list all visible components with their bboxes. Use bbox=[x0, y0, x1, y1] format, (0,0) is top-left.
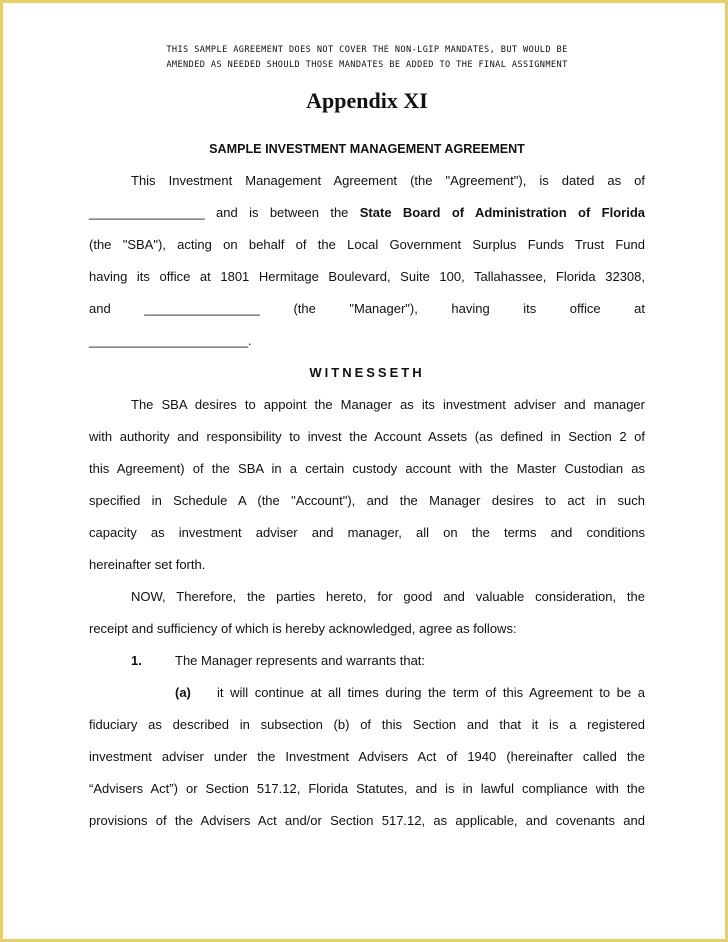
now-therefore-line-1: NOW, Therefore, the parties hereto, for good and valuable consideration, the bbox=[131, 589, 645, 604]
section-1-number: 1. bbox=[131, 653, 142, 668]
subsection-a-line-1: it will continue at all times during the term of this Agreement to be a bbox=[217, 685, 645, 700]
intro-line-6: ______________________. bbox=[89, 333, 252, 348]
agreement-title: SAMPLE INVESTMENT MANAGEMENT AGREEMENT bbox=[209, 142, 525, 156]
subsection-a-line-3: investment adviser under the Investment Advisers Act of 1940 (hereinafter called the bbox=[89, 749, 645, 764]
subsection-a-label: (a) bbox=[175, 685, 191, 700]
recital-line-3: this Agreement) of the SBA in a certain custody account with the Master Custodian as bbox=[89, 461, 645, 476]
appendix-title: Appendix XI bbox=[306, 88, 428, 113]
subsection-a-line-2: fiduciary as described in subsection (b) of this Section and that it is a registered bbox=[89, 717, 645, 732]
subsection-a-row bbox=[3, 683, 728, 703]
now-therefore-line-2: receipt and sufficiency of which is hereby acknowledged, agree as follows: bbox=[89, 621, 517, 636]
recital-line-4: specified in Schedule A (the "Account"), and the Manager desires to act in such bbox=[89, 493, 645, 508]
intro-line-2 bbox=[89, 203, 645, 223]
recital-line-2: with authority and responsibility to invest the Account Assets (as defined in Section 2 of bbox=[89, 429, 645, 444]
intro-between-text: and is between the bbox=[204, 205, 360, 220]
section-1-row bbox=[3, 651, 728, 671]
section-1-text: The Manager represents and warrants that: bbox=[175, 653, 426, 668]
intro-line-4: having its office at 1801 Hermitage Boulevard, Suite 100, Tallahassee, Florida 32308, bbox=[89, 269, 645, 284]
intro-line-3: (the "SBA"), acting on behalf of the Local Government Surplus Funds Trust Fund bbox=[89, 237, 645, 252]
intro-line-5: and ________________ (the "Manager"), having its office at bbox=[89, 301, 645, 316]
recital-line-1: The SBA desires to appoint the Manager as its investment adviser and manager bbox=[131, 397, 645, 412]
notice-line-2: AMENDED AS NEEDED SHOULD THOSE MANDATES BE ADDED TO THE FINAL ASSIGNMENT bbox=[166, 59, 568, 70]
sample-notice bbox=[3, 43, 728, 72]
notice-line-1: THIS SAMPLE AGREEMENT DOES NOT COVER THE NON-LGIP MANDATES, BUT WOULD BE bbox=[166, 45, 568, 55]
subsection-a-line-5: provisions of the Advisers Act and/or Section 517.12, as applicable, and covenants and bbox=[89, 813, 645, 828]
intro-sba-name: State Board of Administration of Florida bbox=[359, 205, 646, 220]
intro-line-1: This Investment Management Agreement (the "Agreement"), is dated as of bbox=[131, 173, 645, 188]
recital-line-5: capacity as investment adviser and manager, all on the terms and conditions bbox=[89, 525, 645, 540]
intro-date-blank: ________________ bbox=[89, 205, 205, 220]
recital-line-6: hereinafter set forth. bbox=[89, 557, 206, 572]
subsection-a-line-4: “Advisers Act”) or Section 517.12, Florida Statutes, and is in lawful compliance with the bbox=[89, 781, 645, 796]
witnesseth-heading: WITNESSETH bbox=[309, 365, 425, 380]
